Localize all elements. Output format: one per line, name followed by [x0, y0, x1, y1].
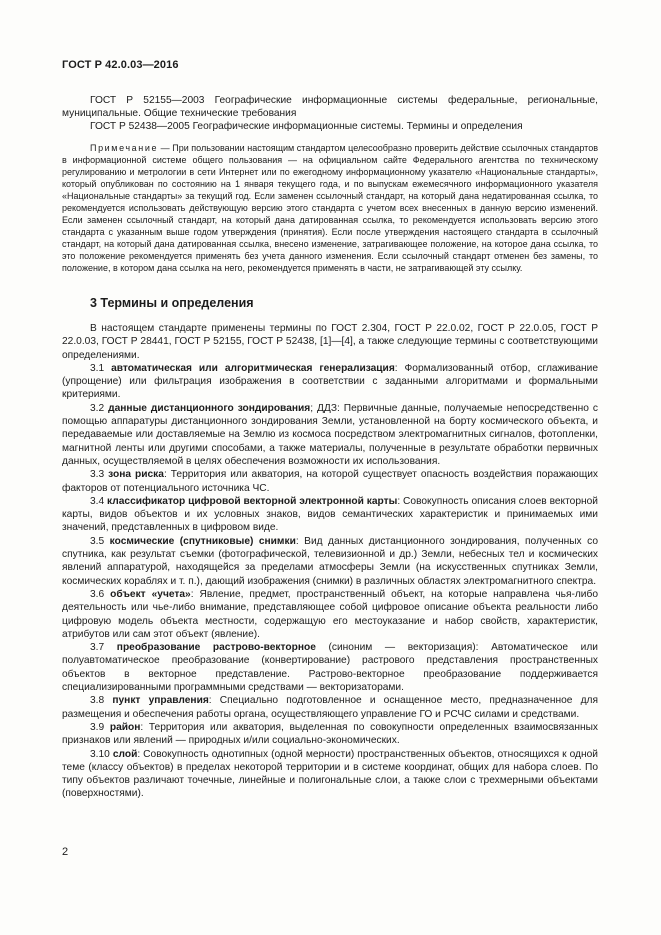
term-definition: : Совокупность однотипных (одной мерности) пространственных объектов, относящихся к одной теме (классу объектов) в пределах некоторой территории и в системе координат, общих для набора слоев. По типу объектов различают точечные, линейные и полигональные слои, а также слои с трехмерными объектами (поверхностями). [62, 748, 598, 800]
term-entry [62, 641, 598, 694]
term-definition: : Явление, предмет, пространственный объект, на которые направлена чья-либо деятельность или чье-либо внимание, представляющее собой цифровое описание объекта реальности либо цифровую модель объекта местности, содержащую его местоуказание и набор свойств, характеристик, атрибутов или сам этот объект (явление). [62, 588, 598, 640]
reference-entry: ГОСТ Р 52438—2005 Географические информационные системы. Термины и определения [90, 121, 523, 132]
term-definition: : Совокупность описания слоев векторной карты, видов объектов и их условных знаков, видов семантических характеристик и принимаемых ими значений, представленных в цифровом виде. [62, 495, 598, 534]
term-number: 3.7 [90, 642, 117, 654]
term-definition: : Специально подготовленное и оснащенное место, предназначенное для размещения и обеспечения работы органа, осуществляющего управление ГО и РСЧС силами и средствами. [62, 695, 598, 720]
term-number: 3.3 [90, 469, 109, 481]
section-title: 3 Термины и определения [90, 296, 254, 310]
term-entry [62, 721, 598, 748]
term-entry [62, 402, 598, 468]
term-definition: : Территория или акватория, выделенная по совокупности определенных взаимосвязанных признаков или явлений — природных и/или социально-экономических. [62, 721, 598, 747]
term-name: зона риска [108, 469, 164, 481]
section-intro: В настоящем стандарте применены термины по ГОСТ 2.304, ГОСТ Р 22.0.02, ГОСТ Р 22.0.05, ГОСТ Р 22.0.03, ГОСТ Р 28441, ГОСТ Р 52155, ГОСТ Р 52438, [1]—[4], а также следующие термины с соответствующими определениями. [62, 323, 598, 361]
term-definition: : Территория или акватория, на которой существует опасность воздействия поражающих факторов от потенциального источника ЧС. [62, 469, 598, 494]
term-name: преобразование растрово-векторное [116, 642, 316, 654]
term-name: объект «учета» [110, 588, 191, 600]
term-name: район [109, 721, 141, 733]
term-number: 3.6 [90, 588, 111, 600]
term-number: 3.1 [90, 362, 112, 374]
term-number: 3.10 [90, 748, 113, 760]
term-entry [62, 748, 598, 801]
term-name: автоматическая или алгоритмическая генерализация [111, 362, 395, 374]
term-entry [62, 468, 598, 495]
page-number: 2 [62, 846, 69, 858]
term-name: данные дистанционного зондирования [108, 402, 311, 414]
note-paragraph [62, 142, 598, 274]
term-name: космические (спутниковые) снимки [109, 535, 296, 547]
term-number: 3.9 [90, 721, 110, 733]
term-entry [62, 694, 598, 721]
note-text: — При пользовании настоящим стандартом целесообразно проверить действие ссылочных стандартов в информационной системе общего пользования — на официальном сайте Федерального агентства по техническому регулированию и метрологии в сети Интернет или по ежегодному информационному указателю «Национальные стандарты», который опубликован по состоянию на 1 января текущего года, и по выпускам ежемесячного информационного указателя «Национальные стандарты» за текущий год. Если заменен ссылочный стандарт, на который дана недатированная ссылка, то рекомендуется использовать действующую версию этого стандарта с учетом всех внесенных в данную версию изменений. Если заменен ссылочный стандарт, на который дана датированная ссылка, то рекомендуется использовать версию этого стандарта с указанным выше годом утверждения (принятия). Если после утверждения настоящего стандарта в ссылочный стандарт, на который дана датированная ссылка, внесено изменение, затрагивающее положение, на которое дана ссылка, то это положение рекомендуется применять без учета данного изменения. Если ссылочный стандарт отменен без замены, то положение, в котором дана ссылка на него, рекомендуется применять в части, не затрагивающей эту ссылку. [62, 143, 598, 273]
reference-entry: ГОСТ Р 52155—2003 Географические информационные системы федеральные, региональные, муниципальные. Общие технические требования [62, 95, 598, 119]
term-number: 3.2 [90, 402, 109, 414]
term-number: 3.5 [90, 535, 110, 547]
term-entry [62, 362, 598, 402]
term-name: пункт управления [112, 695, 209, 707]
term-entry [62, 535, 598, 588]
page-content [62, 94, 598, 801]
term-number: 3.4 [90, 495, 108, 507]
note-label: Примечание [90, 143, 159, 153]
term-entry [62, 588, 598, 641]
term-name: классификатор цифровой векторной электронной карты [107, 495, 398, 507]
term-number: 3.8 [90, 695, 113, 707]
document-code-header: ГОСТ Р 42.0.03—2016 [62, 59, 179, 71]
terms-list [62, 362, 598, 801]
term-definition: : Вид данных дистанционного зондирования, полученных со спутника, как результат съемки (фотографической, телевизионной и др.) Земли, небесных тел и космических явлений аппаратурой, находящейся за пределами атмосферы Земли (на искусственных спутниках Земли, космических кораблях и т. п.), дающий изображения (снимки) в различных областях электромагнитного спектра. [62, 535, 598, 587]
term-definition: ; ДДЗ: Первичные данные, получаемые непосредственно с помощью аппаратуры дистанционного зондирования Земли, установленной на борту космического объекта, и передаваемые или доставляемые на Землю из космоса посредством электромагнитных сигналов, фотопленки, магнитной ленты или другими способами, а также материалы, полученные в результате обработки первичных данных, осуществляемой в целях обеспечения возможности их использования. [62, 402, 598, 467]
term-definition: : Формализованный отбор, сглаживание (упрощение) или фильтрация изображения в соответствии с заданными алгоритмами и формальными критериями. [62, 362, 599, 401]
term-name: слой [112, 748, 138, 760]
term-entry [62, 495, 598, 535]
term-definition: (синоним — векторизация): Автоматическое или полуавтоматическое преобразование (конвертирование) растрового представления пространственных объектов в векторное представление. Растрово-векторное преобразование поддерживается специализированными программными средствами — векторизаторами. [62, 642, 598, 694]
